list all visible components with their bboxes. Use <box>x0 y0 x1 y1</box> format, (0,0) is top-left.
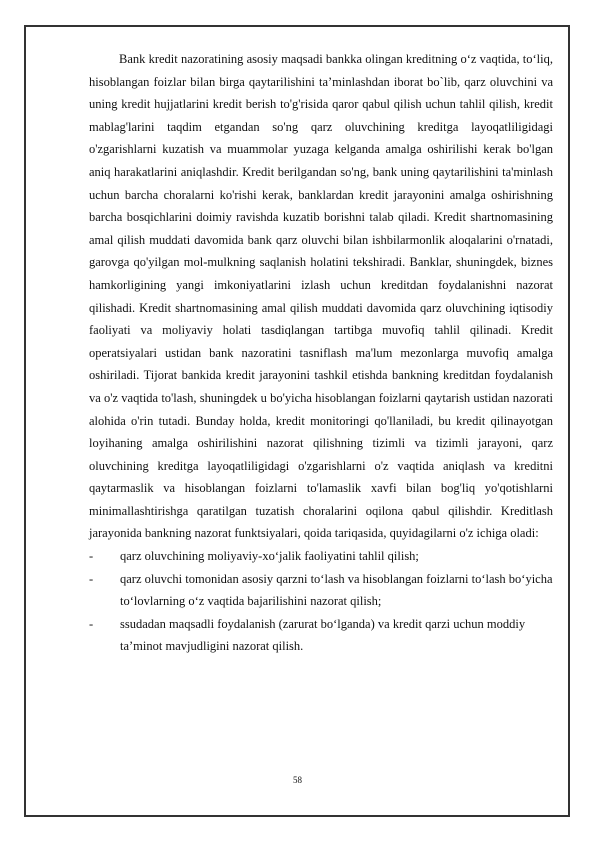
list-dash: - <box>89 549 94 564</box>
list-dash: - <box>89 616 94 631</box>
body-paragraph: Bank kredit nazoratining asosiy maqsadi bankka olingan kreditning o‘z vaqtida, to‘liq, hisoblangan foizlar bilan birga qaytarilishini ta’minlashdan iborat bo`lib, qarz oluvchini va uning kredit hujjatlarini kredit berish to'g'risida qaror qabul qilish uchun tahlil qilish, kredit mablag'larini taqdim etgandan so'ng qarz oluvchining kreditga layoqatliligidagi o'zgarishlarni kuzatish va muammolar yuzaga kelganda amalga oshirilishi kerak bo'lgan aniq harakatlarini aniqlashdir. Kredit berilgandan so'ng, bank uning qaytarilishini ta'minlash uchun barcha choralarni ko'rishi kerak, banklardan kredit jarayonini amalga oshirishning barcha bosqichlarini doimiy ravishda kuzatib borishni talab qiladi. Kredit shartnomasining amal qilish muddati davomida bank qarz oluvchi bilan ishbilarmonlik aloqalarini o'rnatadi, garovga qo'yilgan mol-mulkning saqlanish holatini tekshiradi. Banklar, shuningdek, biznes hamkorligining yangi imkoniyatlarini izlash uchun kreditdan foydalanishni nazorat qilishadi. Kredit shartnomasining amal qilish muddati davomida qarz oluvchining iqtisodiy faoliyati va moliyaviy holati tasdiqlangan tartibga muvofiq tahlil qilinadi. Kredit operatsiyalari ustidan bank nazoratini tasniflash ma'lum mezonlarga muvofiq amalga oshiriladi. Tijorat bankida kredit jarayonini tashkil etishda bankning kreditdan foydalanish va o'z vaqtida to'lash, shuningdek u bo'yicha hisoblangan foizlarni qaytarish ustidan nazorati alohida o'rin tutadi. Bunday holda, kredit monitoringi qo'llaniladi, bu kredit qilinayotgan loyihaning amalga oshirilishini nazorat qilishning tizimli va tizimli jarayoni, qarz oluvchining kreditga layoqatliligidagi o'zgarishlarni o'z vaqtida aniqlash va kreditni qaytarmaslik va hisoblangan foizlarni to'lamaslik xavfi bilan bog'liq yo'qotishlarni minimallashtirishga qaratilgan tuzatish choralarini oqilona qabul qilishdir. Kreditlash jarayonida bankning nazorat funktsiyalari, qoida tariqasida, quyidagilarni o'z ichiga oladi: <box>89 52 553 541</box>
list-item-text: qarz oluvchining moliyaviy-xo‘jalik faoliyatini tahlil qilish; <box>120 549 419 564</box>
list-item <box>89 568 553 613</box>
list-item-text: qarz oluvchi tomonidan asosiy qarzni to‘lash va hisoblangan foizlarni to‘lash bo‘yicha to‘lovlarning o‘z vaqtida bajarilishini nazorat qilish; <box>120 571 553 609</box>
list-item <box>89 545 553 568</box>
list-dash: - <box>89 571 94 586</box>
list-item-text: ssudadan maqsadli foydalanish (zarurat bo‘lganda) va kredit qarzi uchun moddiy ta’minot mavjudligini nazorat qilish. <box>120 616 526 654</box>
list-item <box>89 613 553 658</box>
page-number: 58 <box>293 775 302 785</box>
document-body <box>89 48 553 658</box>
bullet-list <box>89 545 553 658</box>
